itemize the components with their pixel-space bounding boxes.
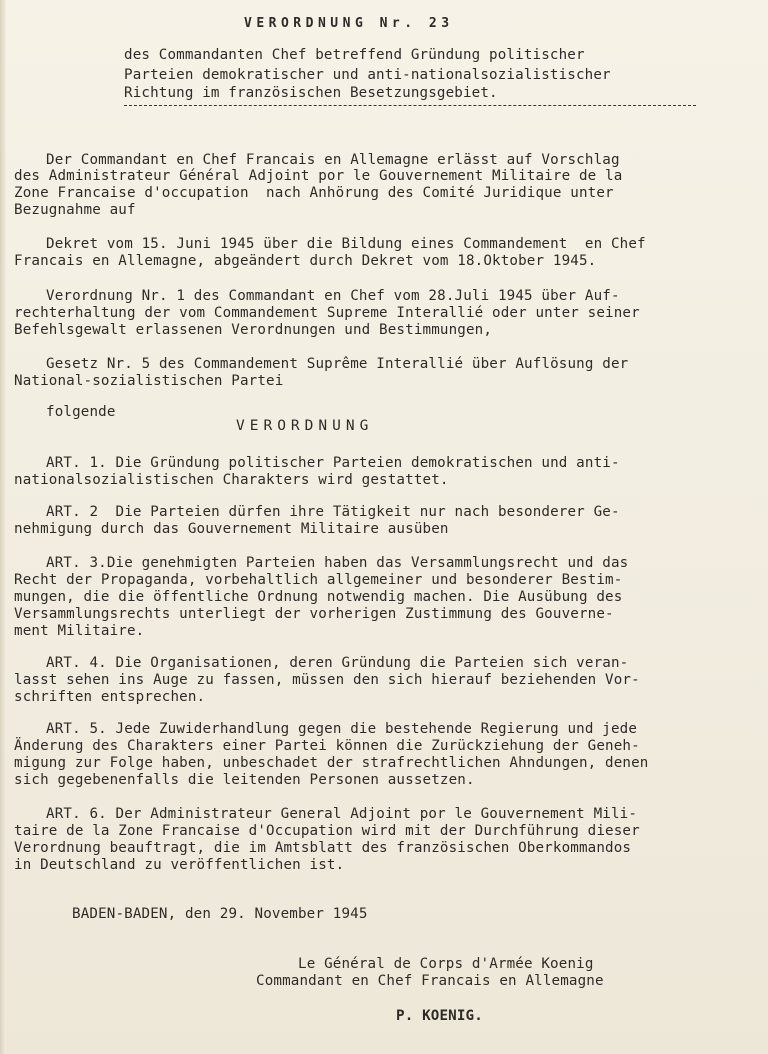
signature-line: Commandant en Chef Francais en Allemagne — [256, 973, 604, 989]
article-line: ART. 3.Die genehmigten Parteien haben das Versammlungsrecht und das — [46, 555, 629, 571]
title-divider — [124, 105, 696, 106]
reference-line: Gesetz Nr. 5 des Commandement Suprême Interallié über Auflösung der — [46, 356, 629, 372]
preamble-line: Zone Francaise d'occupation nach Anhörung des Comité Juridique unter — [14, 185, 614, 201]
reference-line: Verordnung Nr. 1 des Commandant en Chef vom 28.Juli 1945 über Auf- — [46, 288, 620, 304]
article-line: nehmigung durch das Gouvernement Militaire ausüben — [14, 521, 449, 537]
article-line: ART. 1. Die Gründung politischer Parteien demokratischen und anti- — [46, 455, 620, 471]
article-line: ment Militaire. — [14, 623, 145, 639]
reference-line: Befehlsgewalt erlassenen Verordnungen und Bestimmungen, — [14, 322, 493, 338]
section-heading: VERORDNUNG — [236, 418, 374, 434]
place-date: BADEN-BADEN, den 29. November 1945 — [72, 906, 368, 922]
article-line: Änderung des Charakters einer Partei können die Zurückziehung der Geneh- — [14, 738, 640, 754]
article-line: Versammlungsrechts unterliegt der vorherigen Zustimmung des Gouverne- — [14, 606, 614, 622]
paper-edge — [0, 0, 6, 1054]
signature-line: Le Général de Corps d'Armée Koenig — [298, 956, 594, 972]
article-line: taire de la Zone Francaise d'Occupation wird mit der Durchführung dieser — [14, 823, 640, 839]
article-line: mungen, die die öffentliche Ordnung notwendig machen. Die Ausübung des — [14, 589, 623, 605]
reference-line: Francais en Allemagne, abgeändert durch Dekret vom 18.Oktober 1945. — [14, 253, 597, 269]
subtitle-line: Richtung im französischen Besetzungsgebiet. — [124, 85, 498, 101]
reference-line: Dekret vom 15. Juni 1945 über die Bildung eines Commandement en Chef — [46, 236, 646, 252]
article-line: ART. 5. Jede Zuwiderhandlung gegen die bestehende Regierung und jede — [46, 721, 638, 737]
article-line: Recht der Propaganda, vorbehaltlich allgemeiner und besonderer Bestim- — [14, 572, 623, 588]
preamble-line: des Administrateur Général Adjoint por le Gouvernement Militaire de la — [14, 168, 623, 184]
article-line: lasst sehen ins Auge zu fassen, müssen den sich hierauf beziehenden Vor- — [14, 672, 640, 688]
reference-line: National-sozialistischen Partei — [14, 373, 284, 389]
subtitle-line: Parteien demokratischer und anti-nationalsozialistischer — [124, 67, 611, 83]
article-line: migung zur Folge haben, unbeschadet der strafrechtlichen Ahndungen, denen — [14, 755, 649, 771]
preamble-line: Bezugnahme auf — [14, 202, 136, 218]
article-line: ART. 2 Die Parteien dürfen ihre Tätigkeit nur nach besonderer Ge- — [46, 504, 620, 520]
document-title: VERORDNUNG Nr. 23 — [244, 16, 454, 31]
preamble-line: Der Commandant en Chef Francais en Allemagne erlässt auf Vorschlag — [46, 152, 620, 168]
article-line: nationalsozialistischen Charakters wird gestattet. — [14, 472, 449, 488]
article-line: ART. 4. Die Organisationen, deren Gründung die Parteien sich veran- — [46, 655, 629, 671]
folgende-text: folgende — [46, 404, 116, 420]
article-line: ART. 6. Der Administrateur General Adjoint por le Gouvernement Mili- — [46, 806, 638, 822]
subtitle-line: des Commandanten Chef betreffend Gründung politischer — [124, 47, 585, 63]
reference-line: rechterhaltung der vom Commandement Supreme Interallié oder unter seiner — [14, 305, 640, 321]
article-line: in Deutschland zu veröffentlichen ist. — [14, 857, 345, 873]
article-line: sich gegebenenfalls die leitenden Personen aussetzen. — [14, 772, 475, 788]
article-line: Verordnung beauftragt, die im Amtsblatt des französischen Oberkommandos — [14, 840, 632, 856]
article-line: schriften entsprechen. — [14, 689, 206, 705]
signature-name: P. KOENIG. — [396, 1008, 483, 1024]
